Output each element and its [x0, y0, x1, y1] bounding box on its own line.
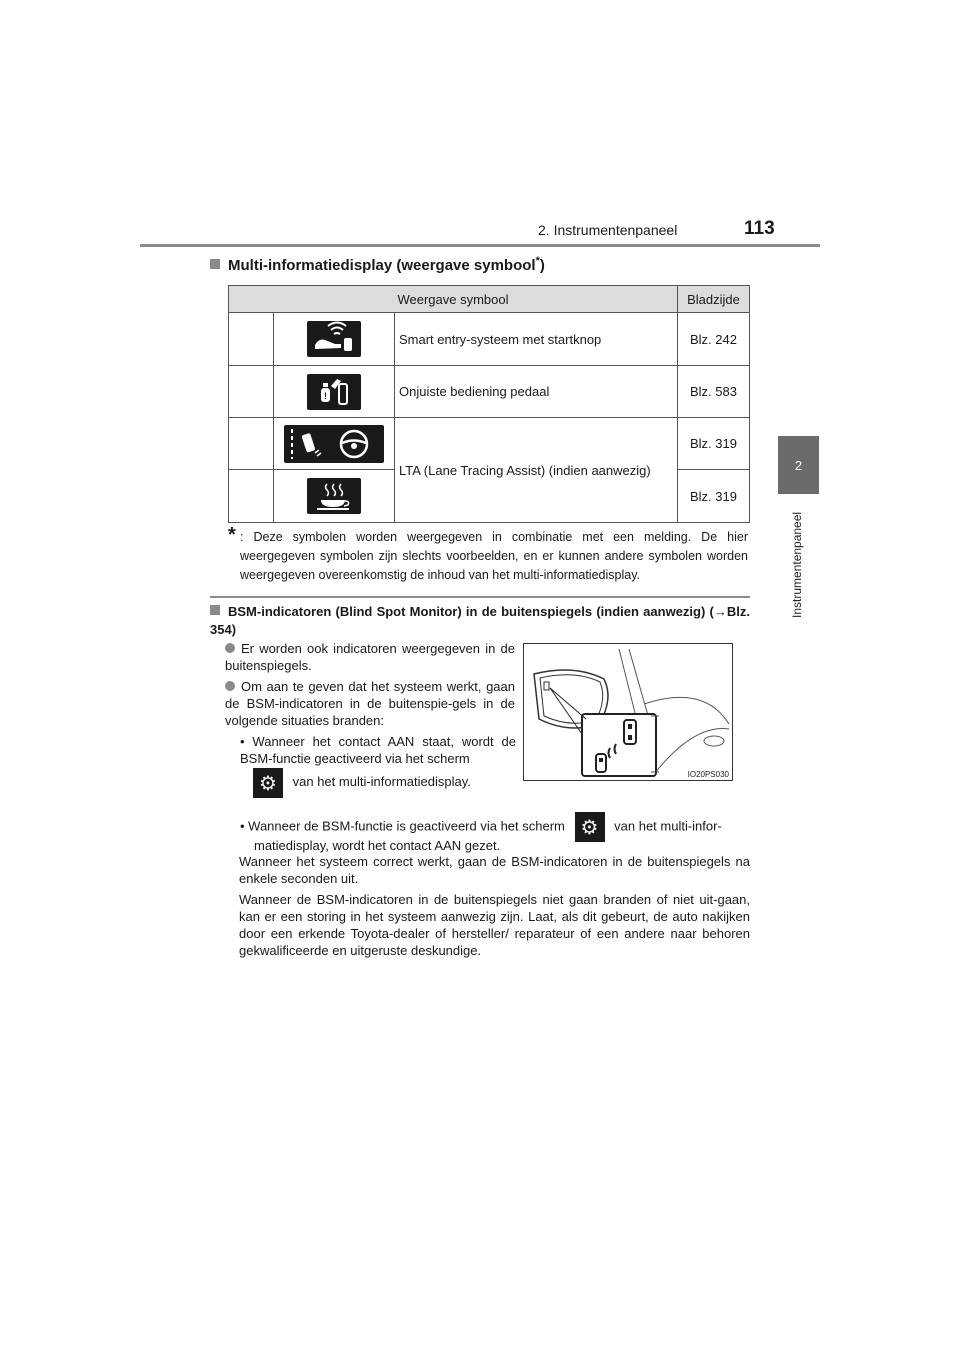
sub-list-item-cont: ⚙ van het multi-informatiedisplay.: [253, 768, 471, 798]
row-page[interactable]: Blz. 242: [678, 313, 750, 366]
sub-list-item-cont: matiedisplay, wordt het contact AAN gezet.: [254, 838, 501, 853]
bsm-mirror-illustration: [523, 643, 733, 781]
sub-list-item: • Wanneer het contact AAN staat, wordt de BSM-functie geactiveerd via het scherm: [240, 734, 516, 766]
section-divider: [210, 596, 750, 598]
row-page[interactable]: Blz. 583: [678, 366, 750, 418]
table-header-row: [229, 286, 750, 313]
footnote-star: *: [228, 524, 236, 546]
table-row: [229, 313, 750, 366]
paragraph: Wanneer het systeem correct werkt, gaan de BSM-indicatoren in de buitenspiegels na enkele seconden uit.: [239, 854, 750, 886]
header-page: Bladzijde: [678, 286, 750, 313]
square-bullet-icon: [210, 605, 220, 615]
arrow-icon: →: [713, 604, 727, 619]
figure-code: IO20PS030: [687, 770, 729, 779]
footnote-mark: *: [535, 255, 540, 267]
settings-gear-icon: ⚙: [575, 812, 605, 842]
header-divider: [140, 244, 820, 247]
circle-bullet-icon: [225, 681, 235, 691]
row-page[interactable]: Blz. 319: [678, 470, 750, 523]
svg-text:!: !: [324, 390, 327, 401]
symbol-table: [228, 285, 750, 523]
footnote: [228, 524, 748, 585]
pedal-warning-icon: [307, 374, 361, 410]
header-symbol: Weergave symbool: [229, 286, 678, 313]
sub-list-item: • Wanneer de BSM-functie is geactiveerd via het scherm ⚙ van het multi-infor-: [240, 812, 750, 842]
section-title: Multi-informatiedisplay (weergave symbool*): [210, 255, 545, 274]
smart-entry-icon: [307, 321, 361, 357]
row-description: Onjuiste bediening pedaal: [395, 366, 678, 418]
table-row: [229, 366, 750, 418]
row-description: LTA (Lane Tracing Assist) (indien aanwezig): [395, 418, 678, 523]
bsm-section-title: BSM-indicatoren (Blind Spot Monitor) in de buitenspiegels (indien aanwezig) (→Blz. 354): [210, 604, 750, 637]
list-item: Er worden ook indicatoren weergegeven in de buitenspiegels.: [225, 641, 515, 673]
settings-gear-icon: ⚙: [253, 768, 283, 798]
chapter-tab-number: 2: [794, 457, 803, 473]
square-bullet-icon: [210, 259, 220, 269]
row-description: Smart entry-systeem met startknop: [395, 313, 678, 366]
page-number: 113: [744, 218, 775, 239]
footnote-text: : Deze symbolen worden weergegeven in combinatie met een melding. De hier weergegeven symbolen zijn slechts voorbeelden, en er kunnen andere symbolen worden weergegeven overeenkomstig de inhoud van het multi-informatiedisplay.: [240, 530, 748, 582]
list-item: Om aan te geven dat het systeem werkt, gaan de BSM-indicatoren in de buitenspie-gels in de volgende situaties branden:: [225, 679, 515, 728]
chapter-title: 2. Instrumentenpaneel: [538, 222, 678, 238]
page-reference[interactable]: Blz. 354): [210, 604, 750, 637]
row-page[interactable]: Blz. 319: [678, 418, 750, 470]
chapter-tab[interactable]: [778, 436, 819, 494]
chapter-tab-label: Instrumentenpaneel: [790, 511, 804, 619]
paragraph: Wanneer de BSM-indicatoren in de buitenspiegels niet gaan branden of niet uit-gaan, kan er een storing in het systeem aanwezig zijn. Laat, als dit gebeurt, de auto nakijken door een erkende Toyota-dealer of hersteller/ reparateur of een andere naar behoren gekwalificeerde en uitgeruste deskundige.: [239, 892, 750, 958]
table-row: [229, 418, 750, 470]
coffee-cup-icon: [307, 478, 361, 514]
circle-bullet-icon: [225, 643, 235, 653]
lta-steering-icon: [284, 425, 384, 463]
